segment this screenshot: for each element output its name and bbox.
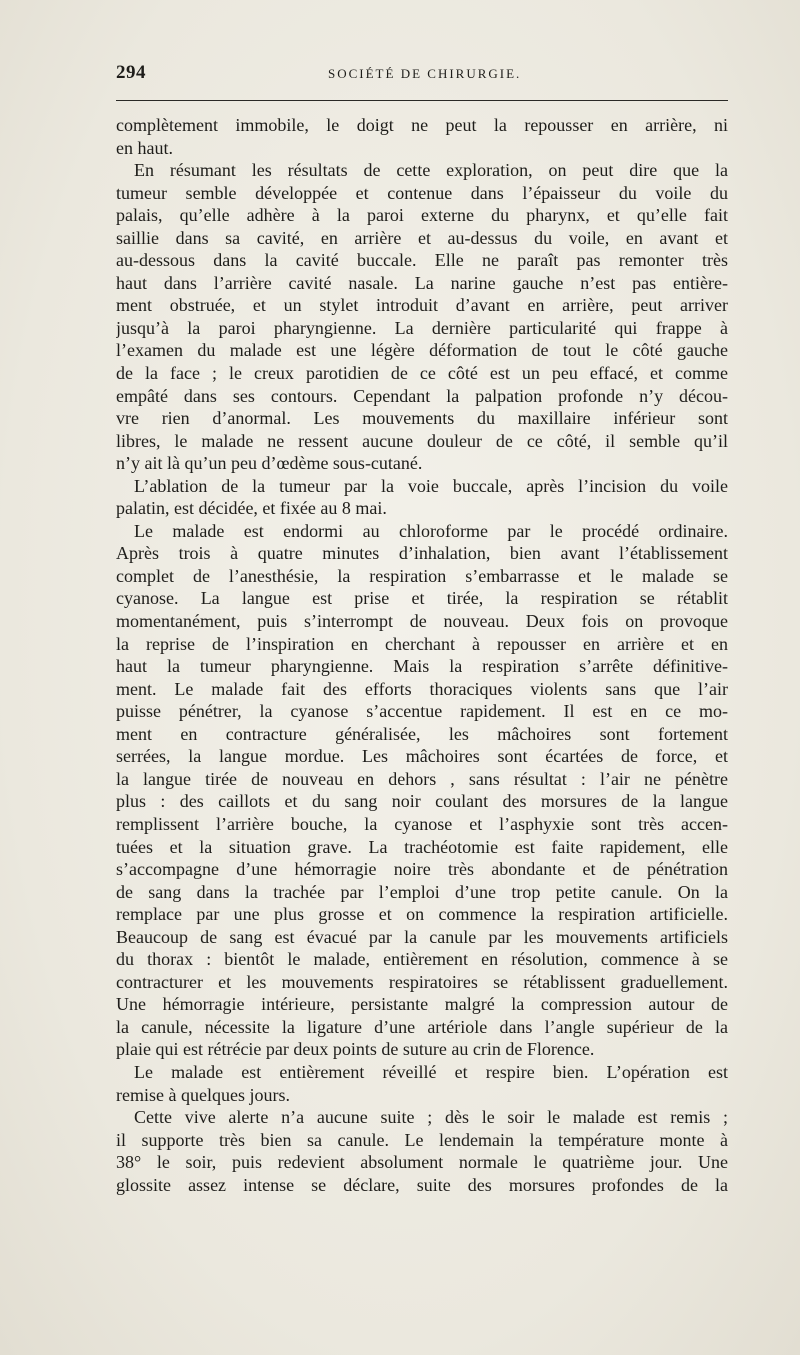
header-rule: [116, 100, 728, 101]
text-line: vre rien d’anormal. Les mouvements du maxillaire inférieur sont: [116, 408, 728, 429]
text-line: ment obstruée, et un stylet introduit d’avant en arrière, peut arriver: [116, 295, 728, 316]
text-line: palatin, est décidée, et fixée au 8 mai.: [116, 498, 387, 519]
text-line: Le malade est entièrement réveillé et respire bien. L’opération est: [134, 1061, 728, 1082]
text-line: Le malade est endormi au chloroforme par le procédé ordinaire.: [134, 520, 728, 541]
text-line: en haut.: [116, 137, 173, 158]
text-line: Beaucoup de sang est évacué par la canule par les mouvements artificiels: [116, 926, 728, 947]
text-line: glossite assez intense se déclare, suite des morsures profondes de la: [116, 1174, 728, 1195]
text-line: 38° le soir, puis redevient absolument normale le quatrième jour. Une: [116, 1152, 728, 1173]
page-header: [116, 62, 728, 92]
page-number: 294: [116, 62, 146, 83]
text-line: empâté dans ses contours. Cependant la palpation profonde n’y décou-: [116, 385, 728, 406]
text-line: haut la tumeur pharyngienne. Mais la respiration s’arrête définitive-: [116, 656, 728, 677]
text-line: l’examen du malade est une légère déformation de tout le côté gauche: [116, 340, 728, 361]
text-line: ment. Le malade fait des efforts thoraciques violents sans que l’air: [116, 678, 728, 699]
text-line: cyanose. La langue est prise et tirée, la respiration se rétablit: [116, 588, 728, 609]
text-line: remise à quelques jours.: [116, 1084, 290, 1105]
text-line: Cette vive alerte n’a aucune suite ; dès le soir le malade est remis ;: [134, 1107, 728, 1128]
text-line: libres, le malade ne ressent aucune douleur de ce côté, il semble qu’il: [116, 430, 728, 451]
text-line: tumeur semble développée et contenue dans l’épaisseur du voile du: [116, 182, 728, 203]
text-line: il supporte très bien sa canule. Le lendemain la température monte à: [116, 1129, 728, 1150]
text-line: serrées, la langue mordue. Les mâchoires sont écartées de force, et: [116, 746, 728, 767]
text-line: n’y ait là qu’un peu d’œdème sous-cutané.: [116, 453, 423, 474]
text-line: du thorax : bientôt le malade, entièrement en résolution, commence à se: [116, 949, 728, 970]
text-line: la canule, nécessite la ligature d’une artériole dans l’angle supérieur de la: [116, 1016, 728, 1037]
text-line: momentanément, puis s’interrompt de nouveau. Deux fois on provoque: [116, 611, 728, 632]
text-line: ment en contracture généralisée, les mâchoires sont fortement: [116, 723, 728, 744]
text-line: jusqu’à la paroi pharyngienne. La dernière particularité qui frappe à: [116, 317, 728, 338]
text-line: palais, qu’elle adhère à la paroi externe du pharynx, et qu’elle fait: [116, 205, 728, 226]
text-line: la reprise de l’inspiration en cherchant à repousser en arrière et en: [116, 633, 728, 654]
text-line: puisse pénétrer, la cyanose s’accentue rapidement. Il est en ce mo-: [116, 701, 728, 722]
body-text: [116, 114, 728, 1196]
text-line: remplace par une plus grosse et on commence la respiration artificielle.: [116, 904, 728, 925]
text-line: complètement immobile, le doigt ne peut la repousser en arrière, ni: [116, 115, 728, 135]
text-line: contracturer et les mouvements respiratoires se rétablissent graduellement.: [116, 971, 728, 992]
text-line: la langue tirée de nouveau en dehors , sans résultat : l’air ne pénètre: [116, 768, 728, 789]
text-line: tuées et la situation grave. La trachéotomie est faite rapidement, elle: [116, 836, 728, 857]
text-line: remplissent l’arrière bouche, la cyanose et l’asphyxie sont très accen-: [116, 813, 728, 834]
text-line: de la face ; le creux parotidien de ce côté est un peu effacé, et comme: [116, 363, 728, 384]
text-line: Une hémorragie intérieure, persistante malgré la compression autour de: [116, 994, 728, 1015]
text-line: de sang dans la trachée par l’emploi d’une trop petite canule. On la: [116, 881, 728, 902]
text-line: complet de l’anesthésie, la respiration s’embarrasse et le malade se: [116, 565, 728, 586]
text-line: plus : des caillots et du sang noir coulant des morsures de la langue: [116, 791, 728, 812]
text-line: saillie dans sa cavité, en arrière et au-dessus du voile, en avant et: [116, 227, 728, 248]
text-line: Après trois à quatre minutes d’inhalation, bien avant l’établissement: [116, 543, 728, 564]
running-head: SOCIÉTÉ DE CHIRURGIE.: [328, 66, 522, 81]
text-line: s’accompagne d’une hémorragie noire très abondante et de pénétration: [116, 859, 728, 880]
text-line: En résumant les résultats de cette exploration, on peut dire que la: [134, 160, 728, 181]
text-line: au-dessous dans la cavité buccale. Elle ne paraît pas remonter très: [116, 250, 728, 271]
text-line: plaie qui est rétrécie par deux points de suture au crin de Florence.: [116, 1039, 595, 1060]
text-line: L’ablation de la tumeur par la voie buccale, après l’incision du voile: [134, 475, 728, 496]
text-line: haut dans l’arrière cavité nasale. La narine gauche n’est pas entière-: [116, 272, 728, 293]
